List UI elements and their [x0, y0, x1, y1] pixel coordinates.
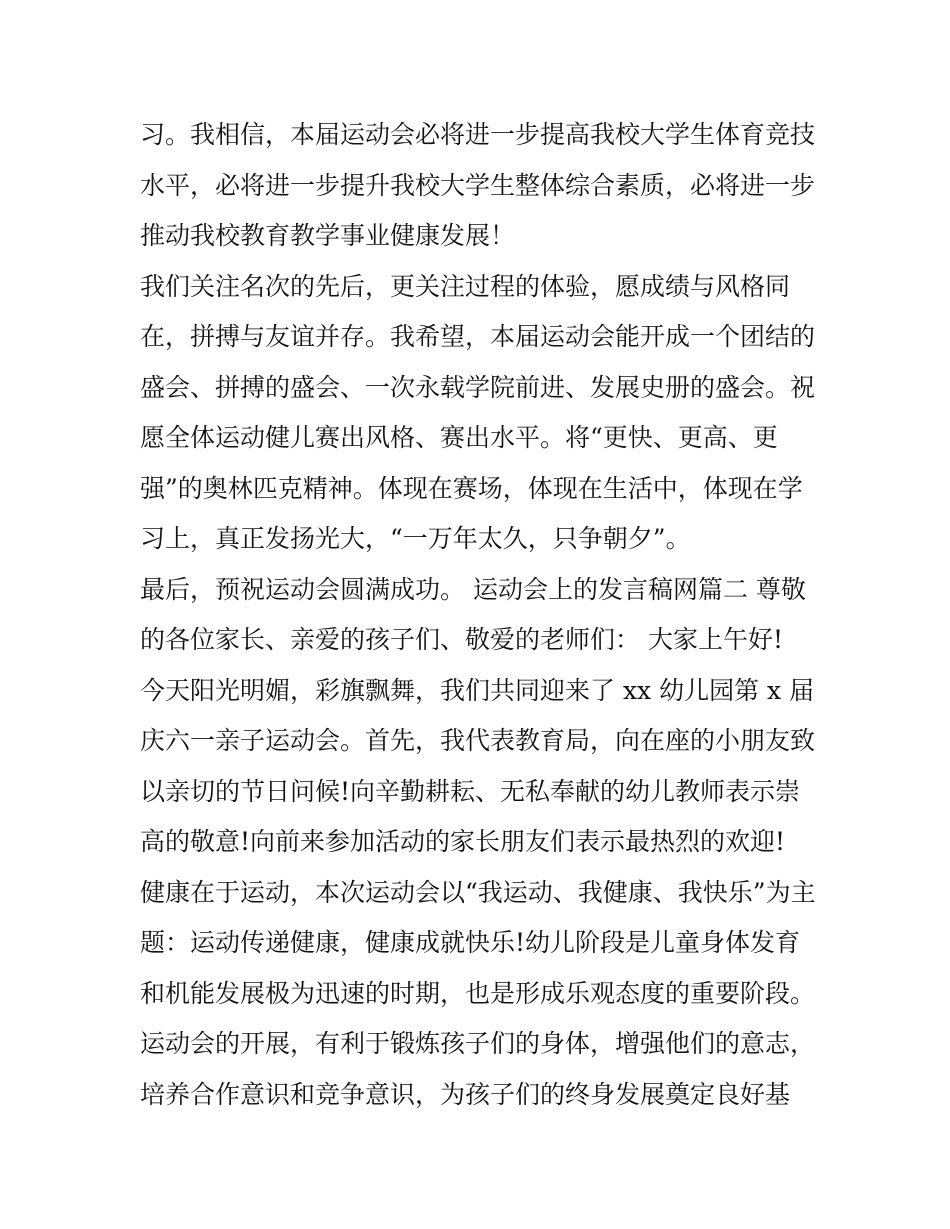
text-line: 运动会的开展，有利于锻炼孩子们的身体，增强他们的意志，	[140, 1029, 816, 1058]
text-line: 我们关注名次的先后，更关注过程的体验，愿成绩与风格同	[140, 271, 791, 301]
text-line: 强”的奥林匹克精神。体现在赛场，体现在生活中，体现在学	[140, 473, 803, 503]
text-line: 习上，真正发扬光大，“一万年太久，只争朝夕”。	[140, 524, 691, 553]
text-line: 愿全体运动健儿赛出风格、赛出水平。将“更快、更高、更	[140, 423, 778, 452]
text-line: 高的敬意!向前来参加活动的家长朋友们表示最热烈的欢迎!	[140, 827, 786, 856]
body-text	[140, 110, 830, 1120]
text-line: 题：运动传递健康，健康成就快乐!幼儿阶段是儿童身体发育	[140, 928, 801, 957]
text-line: 最后，预祝运动会圆满成功。 运动会上的发言稿网篇二 尊敬	[140, 574, 806, 604]
text-line: 培养合作意识和竞争意识，为孩子们的终身发展奠定良好基	[140, 1079, 791, 1109]
text-line: 习。我相信，本届运动会必将进一步提高我校大学生体育竞技	[140, 120, 816, 149]
text-line: 庆六一亲子运动会。首先，我代表教育局，向在座的小朋友致	[140, 726, 816, 755]
text-line: 在，拼搏与友谊并存。我希望，本届运动会能开成一个团结的	[140, 322, 816, 351]
text-line: 盛会、拼搏的盛会、一次永载学院前进、发展史册的盛会。祝	[140, 372, 816, 402]
text-line: 和机能发展极为迅速的时期，也是形成乐观态度的重要阶段。	[140, 978, 816, 1008]
text-line: 水平，必将进一步提升我校大学生整体综合素质，必将进一步	[140, 170, 816, 200]
text-line: 的各位家长、亲爱的孩子们、敬爱的老师们： 大家上午好!	[140, 625, 783, 654]
text-line: 今天阳光明媚，彩旗飘舞，我们共同迎来了 xx 幼儿园第 x 届	[140, 675, 815, 705]
text-line: 以亲切的节日问候!向辛勤耕耘、无私奉献的幼儿教师表示崇	[140, 776, 801, 806]
text-line: 健康在于运动，本次运动会以“我运动、我健康、我快乐”为主	[140, 877, 816, 907]
text-line: 推动我校教育教学事业健康发展！	[140, 221, 516, 250]
